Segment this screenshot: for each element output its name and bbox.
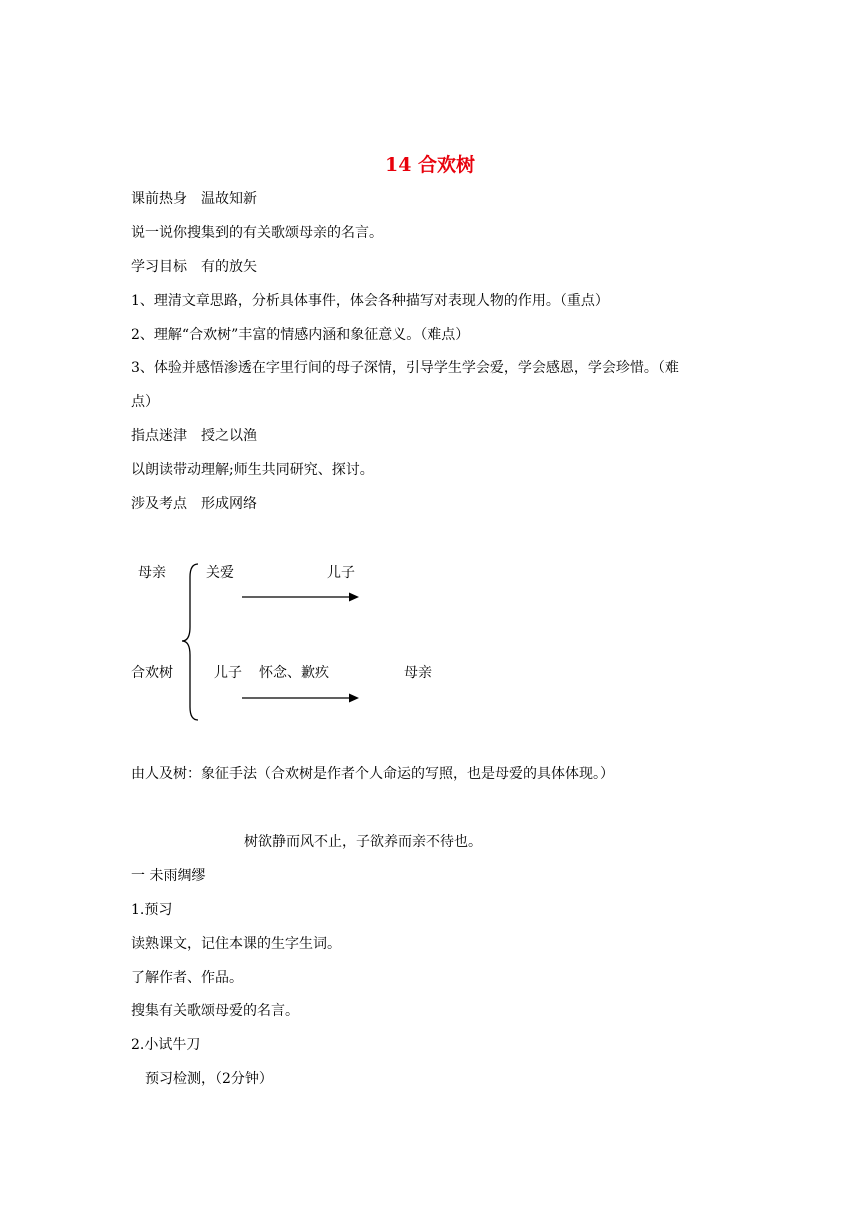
- warmup-task: 说一说你搜集到的有关歌颂母亲的名言。: [131, 225, 383, 241]
- goal-3-continued: 点）: [131, 394, 159, 410]
- section-heading-goals: 学习目标 有的放矢: [131, 259, 257, 275]
- section-heading-warmup: 课前热身 温故知新: [131, 191, 257, 207]
- goal-1: 1、理清文章思路，分析具体事件，体会各种描写对表现人物的作用。（重点）: [131, 293, 609, 309]
- label-mother: 母亲: [138, 565, 166, 581]
- section-heading-guidance: 指点迷津 授之以渔: [131, 428, 257, 444]
- arrow-love-head: [349, 593, 359, 602]
- goal-2: 2、理解“合欢树”丰富的情感内涵和象征意义。（难点）: [131, 327, 470, 343]
- preview-task-1: 读熟课文，记住本课的生字生词。: [131, 936, 341, 952]
- label-son-source: 儿子: [214, 665, 242, 681]
- subheading-practice: 2.小试牛刀: [131, 1037, 201, 1053]
- diagram-lines: [120, 555, 520, 735]
- guidance-text: 以朗读带动理解;师生共同研究、探讨。: [131, 462, 374, 478]
- label-love: 关爱: [206, 565, 234, 581]
- section-heading-prep: 一 未雨绸缪: [131, 868, 206, 884]
- preview-task-3: 搜集有关歌颂母爱的名言。: [131, 1003, 299, 1019]
- label-miss: 怀念、歉疚: [259, 665, 329, 681]
- page-title: 14 合欢树: [384, 154, 476, 176]
- symbolism-note: 由人及树：象征手法（合欢树是作者个人命运的写照，也是母爱的具体体现。）: [131, 766, 614, 782]
- quote: 树欲静而风不止，子欲养而亲不待也。: [244, 834, 482, 850]
- preview-task-2: 了解作者、作品。: [131, 970, 243, 986]
- label-mother-target: 母亲: [404, 665, 432, 681]
- arrow-miss-head: [349, 694, 359, 703]
- goal-3: 3、体验并感悟渗透在字里行间的母子深情，引导学生学会爱，学会感恩，学会珍惜。（难: [131, 360, 679, 376]
- label-tree: 合欢树: [131, 665, 173, 681]
- practice-task: 预习检测，（2分钟）: [145, 1071, 273, 1087]
- relationship-diagram: [120, 555, 520, 735]
- section-heading-exam-points: 涉及考点 形成网络: [131, 496, 257, 512]
- curly-brace: [182, 564, 198, 720]
- label-son-target: 儿子: [327, 565, 355, 581]
- subheading-preview: 1.预习: [131, 902, 173, 918]
